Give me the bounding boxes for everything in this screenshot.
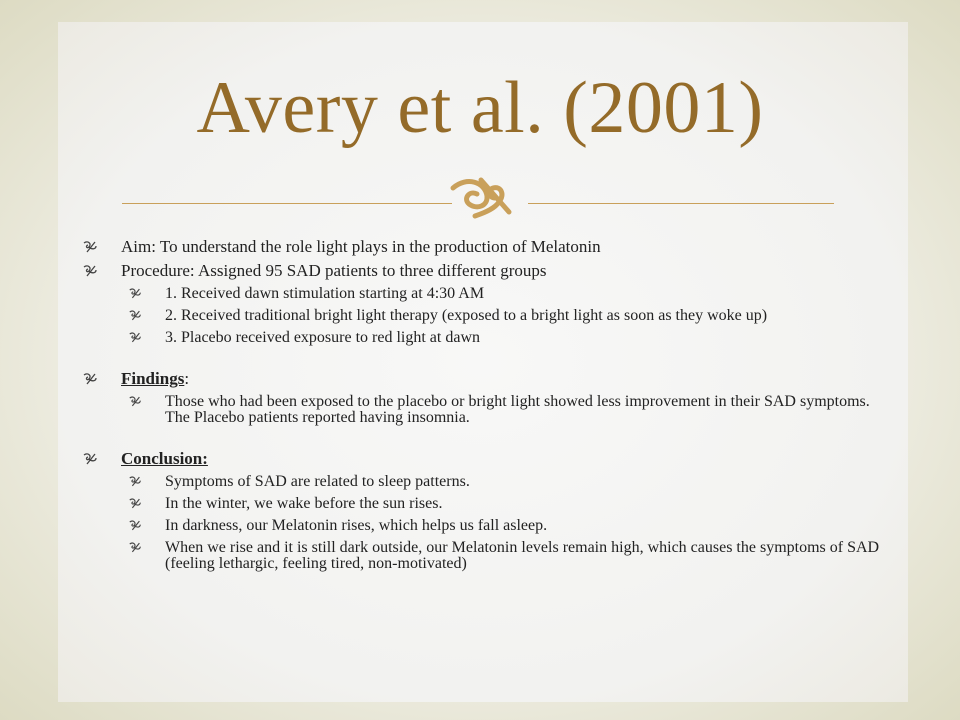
ribbon-bullet-icon <box>128 541 142 554</box>
title-rule-left <box>122 203 452 204</box>
bullet-aim <box>80 236 880 258</box>
conclusion-item-text: In the winter, we wake before the sun rises. <box>165 495 443 512</box>
findings-heading: Findings <box>121 369 185 388</box>
ribbon-bullet-icon <box>82 452 98 466</box>
ribbon-bullet-icon <box>128 395 142 408</box>
bullet-conclusion <box>80 448 880 470</box>
conclusion-item-text: When we rise and it is still dark outside, our Melatonin levels remain high, which causes the symptoms of SAD (feeling lethargic, feeling tired, non-motivated) <box>165 539 880 572</box>
procedure-item-3 <box>80 330 880 346</box>
conclusion-item-text: Symptoms of SAD are related to sleep patterns. <box>165 473 470 490</box>
ribbon-bullet-icon <box>82 240 98 254</box>
ribbon-bullet-icon <box>82 372 98 386</box>
findings-colon: : <box>184 369 190 388</box>
findings-item-1 <box>80 394 880 426</box>
ribbon-bullet-icon <box>82 264 98 278</box>
slide-title: Avery et al. (2001) <box>196 67 764 149</box>
scroll-ornament-icon <box>447 172 517 226</box>
bullet-procedure <box>80 260 880 282</box>
slide-body <box>80 236 880 578</box>
ribbon-bullet-icon <box>128 309 142 322</box>
ribbon-bullet-icon <box>128 475 142 488</box>
ribbon-bullet-icon <box>128 519 142 532</box>
procedure-item-2 <box>80 308 880 324</box>
aim-text: Aim: To understand the role light plays in the production of Melatonin <box>121 237 601 256</box>
conclusion-item-2 <box>80 496 880 512</box>
conclusion-item-text: In darkness, our Melatonin rises, which helps us fall asleep. <box>165 517 548 534</box>
conclusion-item-4 <box>80 540 880 572</box>
procedure-item-1 <box>80 286 880 302</box>
procedure-item-text: 3. Placebo received exposure to red light at dawn <box>165 329 480 346</box>
findings-item-text: Those who had been exposed to the placebo or bright light showed less improvement in their SAD symptoms. The Placebo patients reported having insomnia. <box>165 393 870 426</box>
conclusion-item-3 <box>80 518 880 534</box>
bullet-findings <box>80 368 880 390</box>
ribbon-bullet-icon <box>128 287 142 300</box>
ribbon-bullet-icon <box>128 331 142 344</box>
procedure-item-text: 2. Received traditional bright light therapy (exposed to a bright light as soon as they woke up) <box>165 307 768 324</box>
title-rule-right <box>528 203 834 204</box>
procedure-item-text: 1. Received dawn stimulation starting at 4:30 AM <box>165 285 485 302</box>
procedure-text: Procedure: Assigned 95 SAD patients to three different groups <box>121 261 547 280</box>
conclusion-item-1 <box>80 474 880 490</box>
conclusion-heading: Conclusion: <box>121 449 208 468</box>
ribbon-bullet-icon <box>128 497 142 510</box>
